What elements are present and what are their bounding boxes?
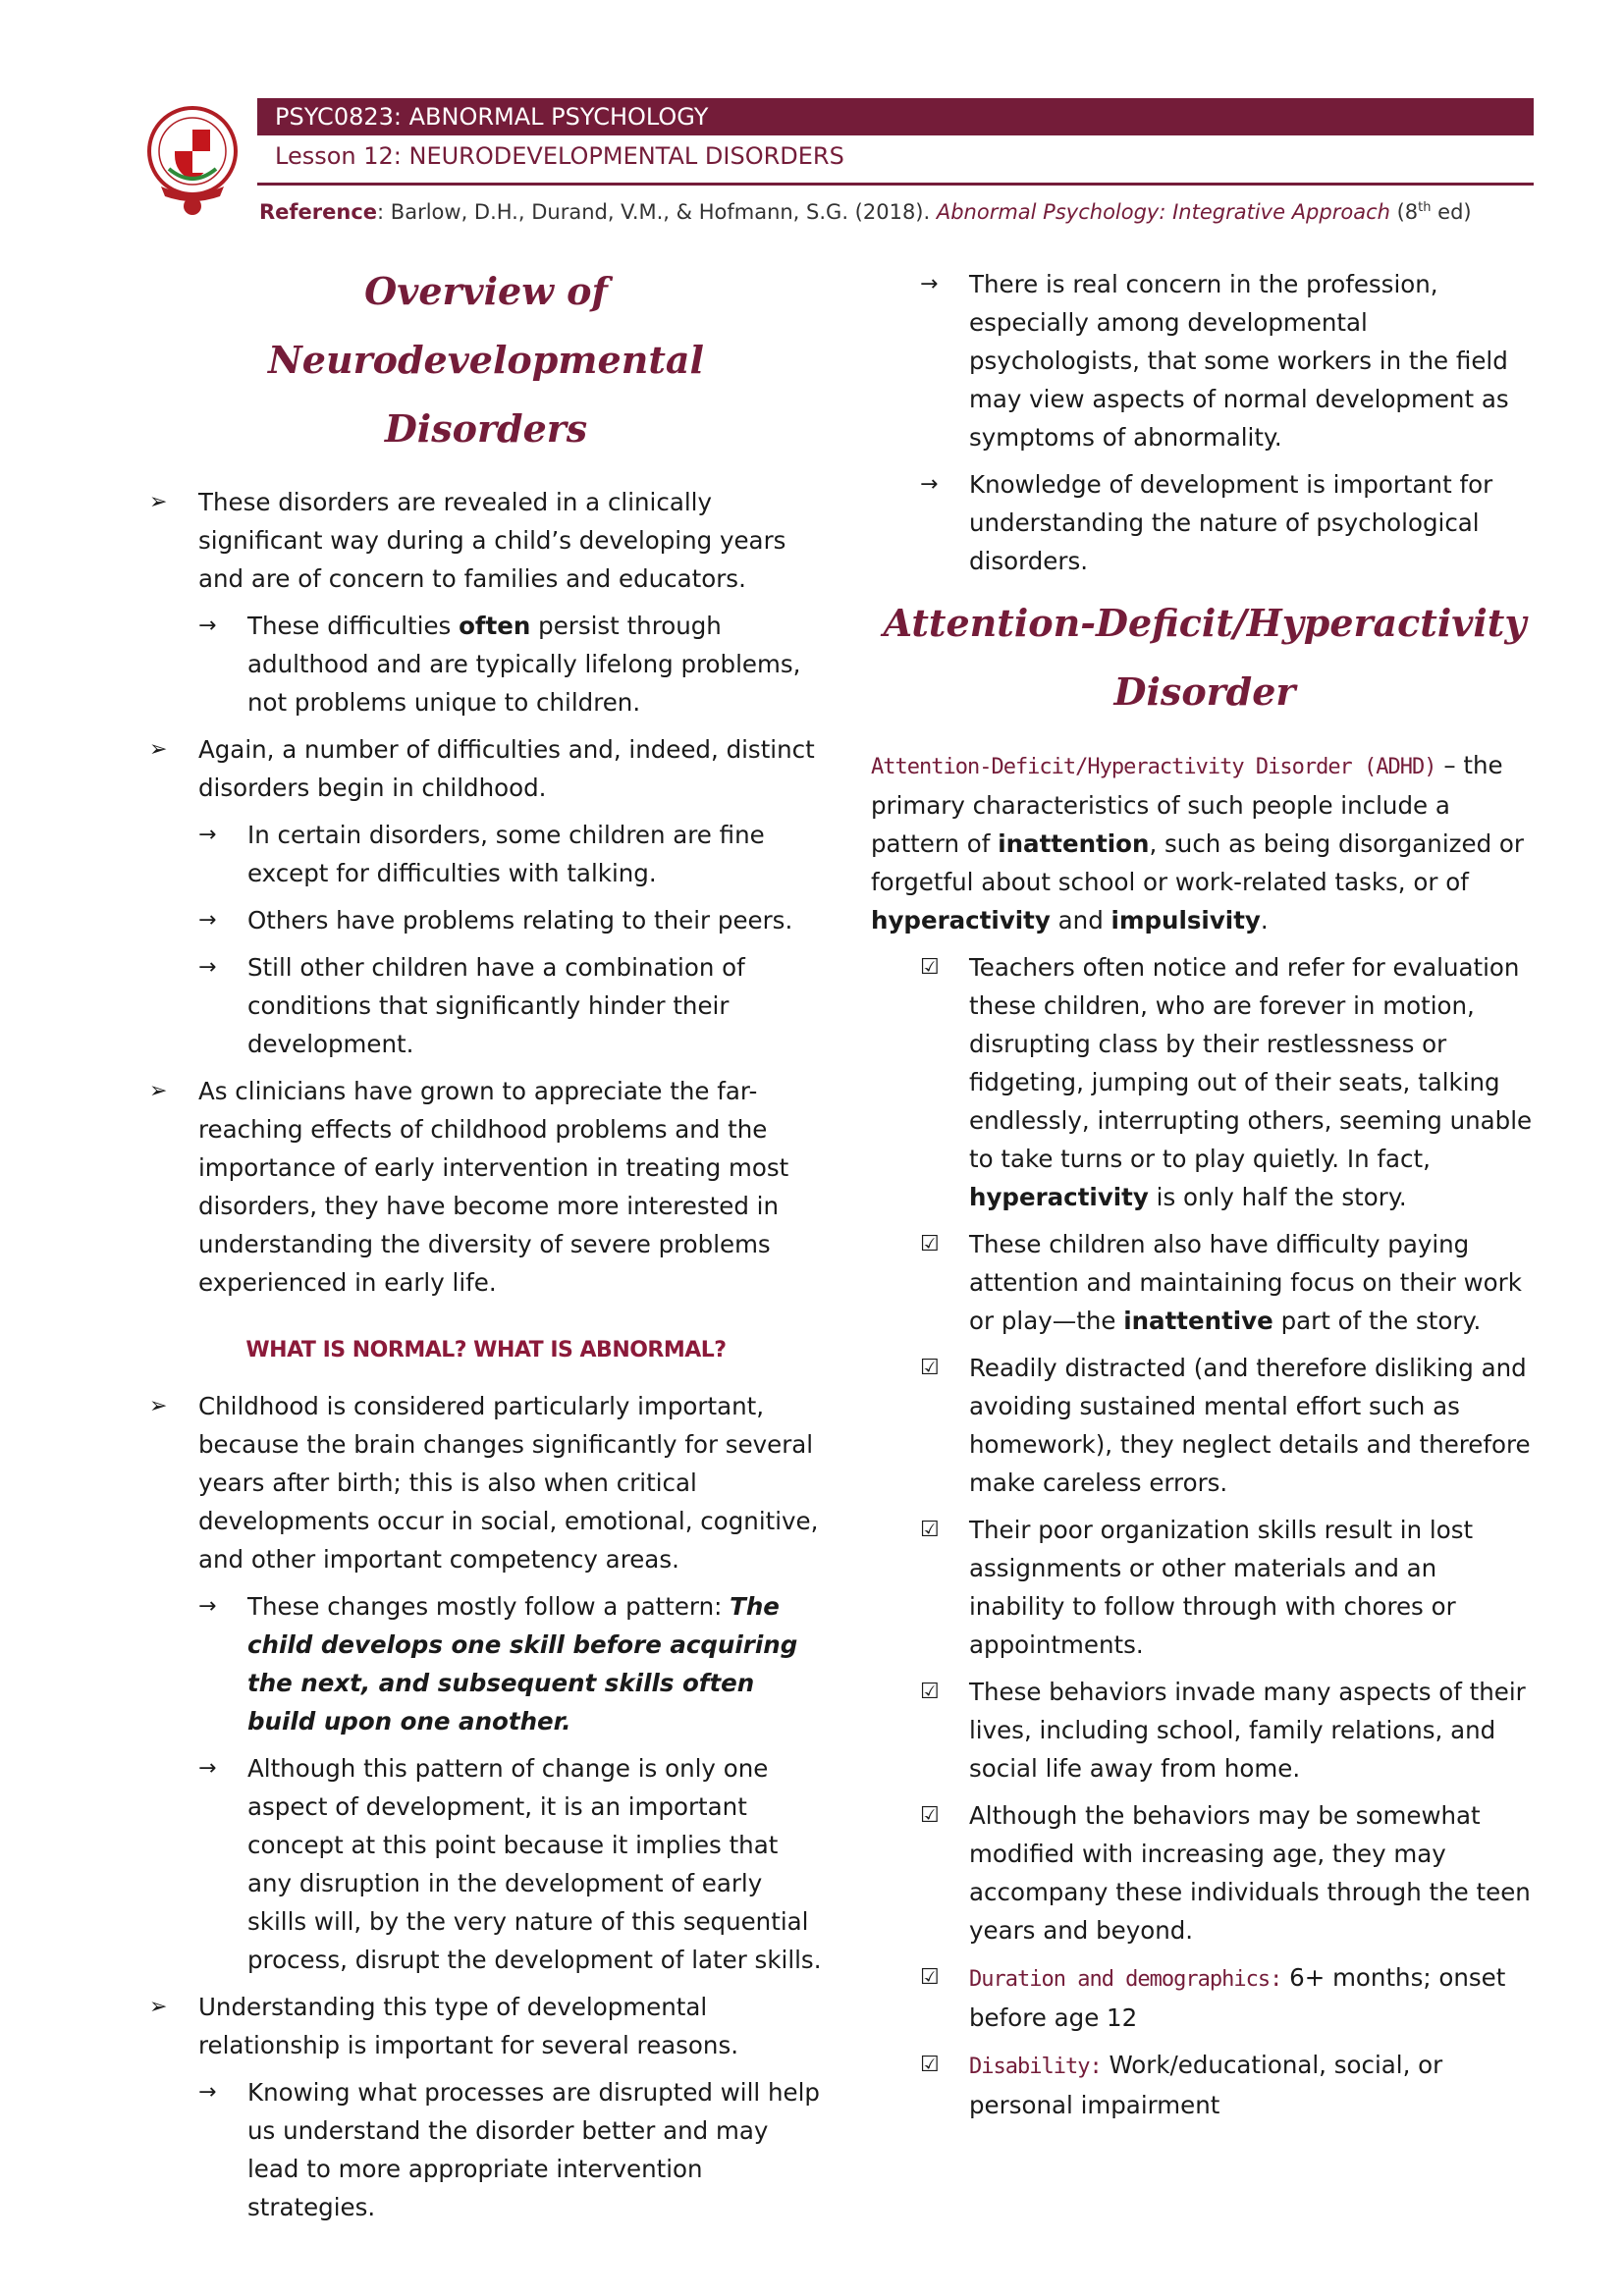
text-run: These children also have difficulty paying attention and maintaining focus on their work or play—the (969, 1230, 1522, 1335)
arrow-bullet-icon: → (198, 823, 217, 847)
list-item (147, 2073, 825, 2226)
reference-edition: (8 (1389, 200, 1419, 224)
text-run: The child develops one skill before acquiring the next, and subsequent skills often build upon one another. (247, 1592, 798, 1735)
text-run: Their poor organization skills result in lost assignments or other materials and an inability to follow through with chores or appointments. (969, 1516, 1474, 1659)
arrow-bullet-icon: → (920, 472, 939, 497)
right-column (871, 265, 1539, 2133)
list-item (871, 1958, 1539, 2037)
text-run: In certain disorders, some children are fine except for difficulties with talking. (247, 821, 765, 887)
section-heading (147, 257, 825, 463)
text-run: hyperactivity (969, 1183, 1149, 1211)
list-item (147, 483, 825, 598)
term-label: Attention-Deficit/Hyperactivity Disorder (ADHD) (871, 755, 1436, 779)
header-divider (257, 183, 1534, 186)
reference-line (259, 200, 1472, 224)
checkbox-bullet-icon: ☑ (920, 1518, 940, 1542)
text-run: Work/educational, social, or personal impairment (969, 2051, 1443, 2119)
text-run: Knowledge of development is important for understanding the nature of psychological disorders. (969, 470, 1493, 575)
list-item (147, 1749, 825, 1979)
text-run: Readily distracted (and therefore disliking and avoiding sustained mental effort such as homework), they neglect details and therefore make careless errors. (969, 1354, 1531, 1497)
text-run: Although the behaviors may be somewhat modified with increasing age, they may accompany these individuals through the teen years and beyond. (969, 1801, 1531, 1945)
text-run: Understanding this type of developmental relationship is important for several reasons. (198, 1993, 739, 2059)
arrow-bullet-icon: → (198, 955, 217, 980)
list-item (147, 1072, 825, 1302)
list-item (871, 1796, 1539, 1949)
checkbox-bullet-icon: ☑ (920, 955, 940, 980)
list-item (871, 265, 1539, 456)
list-item (871, 1225, 1539, 1340)
arrowhead-bullet-icon: ➢ (149, 490, 168, 514)
text-run: Still other children have a combination of conditions that significantly hinder their development. (247, 953, 745, 1058)
list-item (871, 465, 1539, 580)
checkbox-bullet-icon: ☑ (920, 1680, 940, 1704)
section-heading-line: Disorder (1113, 669, 1296, 714)
section-heading (871, 589, 1539, 726)
text-run: Others have problems relating to their peers. (247, 906, 793, 934)
arrowhead-bullet-icon: ➢ (149, 1995, 168, 2019)
text-run: As clinicians have grown to appreciate the far-reaching effects of childhood problems and the importance of early intervention in treating most disorders, they have become more interested in understanding the diversity of severe problems experienced in early life. (198, 1077, 789, 1297)
section-heading-line: Attention-Deficit/Hyperactivity (883, 601, 1527, 645)
checkbox-bullet-icon: ☑ (920, 1232, 940, 1256)
text-run: part of the story. (1272, 1307, 1482, 1335)
list-item (871, 1349, 1539, 1502)
arrow-bullet-icon: → (198, 614, 217, 638)
text-run: impulsivity (1110, 906, 1261, 934)
text-run: persist through adulthood and are typically lifelong problems, not problems unique to children. (247, 612, 801, 717)
list-item (147, 948, 825, 1063)
list-item (871, 948, 1539, 1216)
text-run: Teachers often notice and refer for evaluation these children, who are forever in motion, disrupting class by their restlessness or fidgeting, jumping out of their seats, talking endlessly, interrupting others, seeming unable to take turns or to play quietly. In fact, (969, 953, 1533, 1173)
text-run: hyperactivity (871, 906, 1051, 934)
subheading: WHAT IS NORMAL? WHAT IS ABNORMAL? (245, 1338, 727, 1362)
arrow-bullet-icon: → (198, 1756, 217, 1781)
text-run: inattention (998, 829, 1150, 858)
arrow-bullet-icon: → (198, 2080, 217, 2105)
reference-title: Abnormal Psychology: Integrative Approach (936, 200, 1390, 224)
text-run: and (1050, 906, 1111, 934)
text-run: These disorders are revealed in a clinically significant way during a child’s developing years and are of concern to families and educators. (198, 488, 786, 593)
list-item (147, 1988, 825, 2064)
section-heading-line: Disorders (384, 406, 588, 451)
arrowhead-bullet-icon: ➢ (149, 1079, 168, 1103)
list-item (147, 816, 825, 892)
reference-label: Reference (259, 200, 378, 224)
text-run: . (1260, 906, 1269, 934)
checkbox-bullet-icon: ☑ (920, 2053, 940, 2077)
arrow-bullet-icon: → (920, 272, 939, 296)
text-run: Childhood is considered particularly important, because the brain changes significantly for several years after birth; this is also when critical developments occur in social, emotional, cognitive, and other important competency areas. (198, 1392, 819, 1574)
checkbox-bullet-icon: ☑ (920, 1965, 940, 1990)
text-run: 6+ months; onset before age 12 (969, 1963, 1506, 2032)
reference-authors: : Barlow, D.H., Durand, V.M., & Hofmann, S.G. (2018). (377, 200, 937, 224)
left-column (147, 257, 825, 2235)
text-run: There is real concern in the profession, especially among developmental psychologists, that some workers in the field may view aspects of normal development as symptoms of abnormality. (969, 270, 1509, 452)
section-heading-line: Overview of Neurodevelopmental (268, 269, 704, 382)
list-item (147, 901, 825, 939)
list-item (147, 607, 825, 721)
text-run: Again, a number of difficulties and, indeed, distinct disorders begin in childhood. (198, 735, 815, 802)
text-run: is only half the story. (1148, 1183, 1407, 1211)
reference-edition-sup: th (1418, 200, 1432, 215)
term-label: Disability: (969, 2055, 1102, 2079)
text-run: , such as being disorganized or forgetful about school or work-related tasks, or of (871, 829, 1524, 896)
list-item (871, 1673, 1539, 1788)
university-seal-logo (147, 100, 238, 218)
arrowhead-bullet-icon: ➢ (149, 737, 168, 762)
list-item (147, 1387, 825, 1578)
text-run: – the primary characteristics of such people include a pattern of (871, 751, 1503, 858)
arrow-bullet-icon: → (198, 1594, 217, 1619)
term-label: Duration and demographics: (969, 1967, 1282, 1992)
list-item (871, 1511, 1539, 1664)
text-run: Knowing what processes are disrupted will help us understand the disorder better and may lead to more appropriate intervention strategies. (247, 2078, 820, 2221)
arrowhead-bullet-icon: ➢ (149, 1394, 168, 1418)
reference-edition-end: ed) (1431, 200, 1472, 224)
list-item (147, 1587, 825, 1740)
text-run: These changes mostly follow a pattern: (247, 1592, 731, 1621)
text-run: These behaviors invade many aspects of their lives, including school, family relations, and social life away from home. (969, 1678, 1526, 1783)
paragraph (871, 746, 1539, 939)
text-run: inattentive (1123, 1307, 1273, 1335)
list-item (147, 730, 825, 807)
course-title-bar (257, 98, 1534, 135)
text-run: These difficulties (247, 612, 460, 640)
lesson-title: Lesson 12: NEURODEVELOPMENTAL DISORDERS (275, 142, 844, 170)
checkbox-bullet-icon: ☑ (920, 1356, 940, 1380)
course-title: PSYC0823: ABNORMAL PSYCHOLOGY (275, 103, 709, 131)
arrow-bullet-icon: → (198, 908, 217, 933)
list-item (871, 2046, 1539, 2124)
checkbox-bullet-icon: ☑ (920, 1803, 940, 1828)
text-run: Although this pattern of change is only one aspect of development, it is an important concept at this point because it implies that any disruption in the development of early skills will, by the very nature of this sequential process, disrupt the development of later skills. (247, 1754, 822, 1974)
text-run: often (459, 612, 531, 640)
